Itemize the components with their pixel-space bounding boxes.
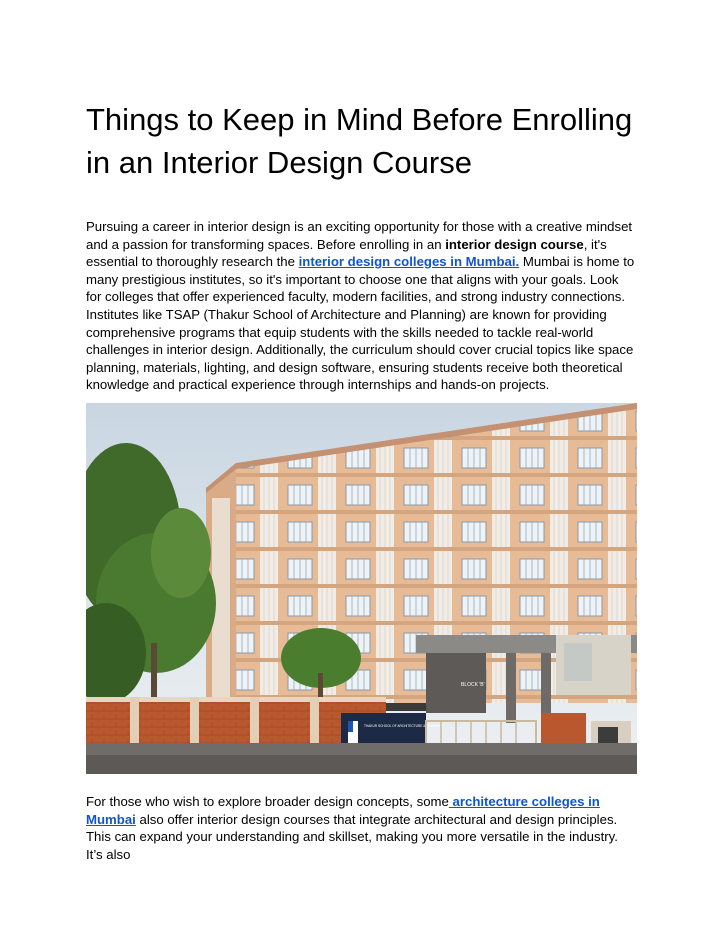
building-illustration: [86, 403, 637, 774]
second-text-2: also offer interior design courses that integrate architectural and design principles. This can expand your understanding and skillset, making you more versatile in the industry. It’s also: [86, 811, 618, 862]
interior-design-colleges-link-text[interactable]: interior design colleges in Mumbai: [298, 254, 516, 270]
campus-building-photo: [86, 403, 637, 774]
bold-phrase-interior-design-course: interior design course: [445, 236, 584, 252]
intro-text-1: Pursuing a career in interior design is an exciting opportunity for those with a creative mindset and a passion for transforming spaces. Before enrolling in an: [86, 219, 633, 252]
second-paragraph: [86, 793, 636, 863]
page-title: Things to Keep in Mind Before Enrolling in an Interior Design Course: [86, 102, 633, 180]
signboard-text: THAKUR SCHOOL OF ARCHITECTURE & PLANNING: [364, 724, 443, 728]
intro-text-3: Mumbai is home to many prestigious institutes, so it's important to choose one that aligns with your goals. Look for colleges that offer experienced faculty, modern facilities, and strong industry connections. Institutes like TSAP (Thakur School of Architecture and Planning) are known for providing comprehensive programs that equip students with the skills needed to tackle real-world challenges in interior design. Additionally, the curriculum should cover crucial topics like space planning, materials, lighting, and design software, ensuring students receive both theoretical knowledge and practical experience through internships and hands-on projects.: [86, 254, 635, 393]
second-text-1: For those who wish to explore broader design concepts, some: [86, 794, 449, 809]
interior-design-colleges-link[interactable]: [299, 254, 520, 269]
interior-design-colleges-link-period[interactable]: .: [515, 254, 520, 270]
block-b-label: BLOCK 'B': [461, 682, 485, 688]
architecture-colleges-link[interactable]: architecture colleges in Mumbai: [86, 794, 600, 827]
intro-paragraph: [86, 218, 636, 394]
intro-text-2: , it's essential to thoroughly research the: [86, 236, 607, 270]
